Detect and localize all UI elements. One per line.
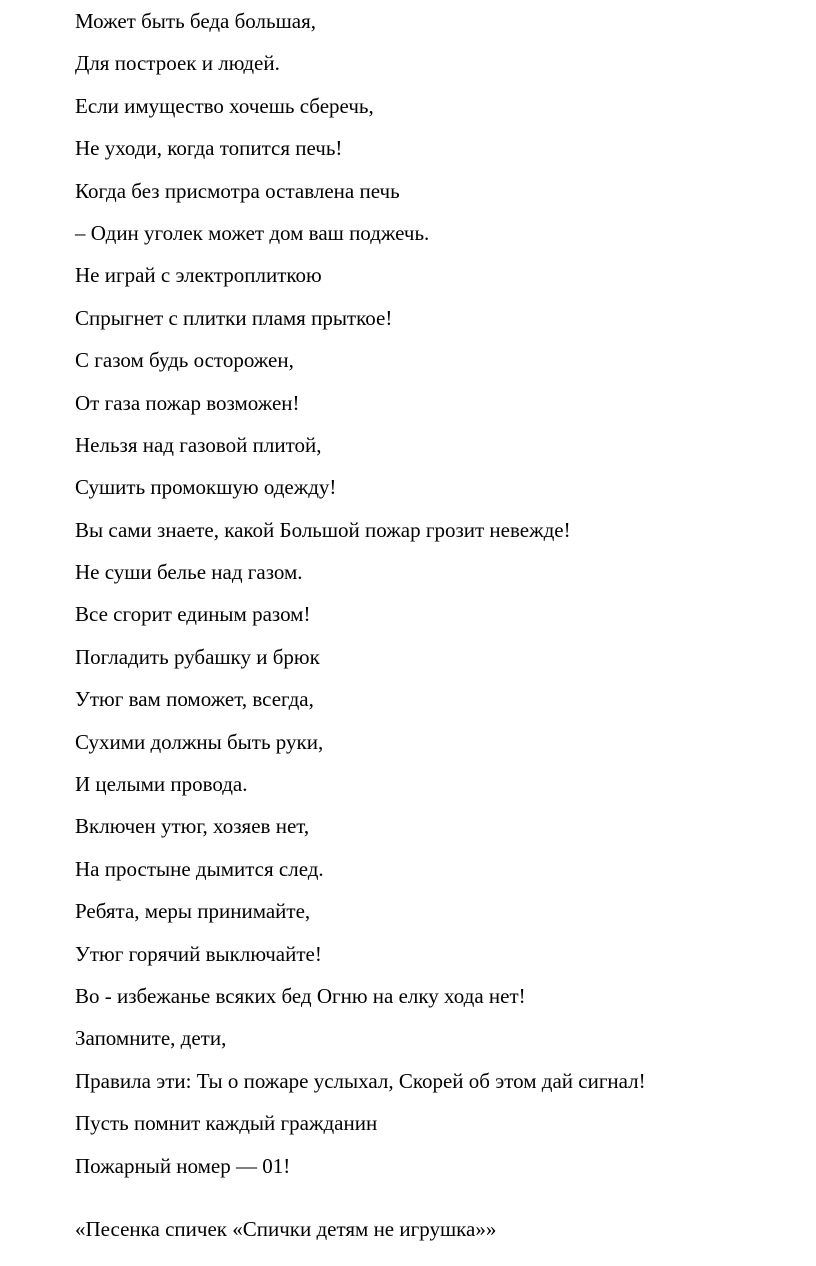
poem-line: Утюг вам поможет, всегда,: [75, 687, 314, 712]
poem-line: Все сгорит единым разом!: [75, 602, 311, 627]
poem-line: Для построек и людей.: [75, 51, 280, 76]
poem-line: Вы сами знаете, какой Большой пожар грозит невежде!: [75, 517, 571, 542]
poem-line: От газа пожар возможен!: [75, 390, 300, 415]
poem-line: Правила эти: Ты о пожаре услыхал, Скорей об этом дай сигнал!: [75, 1068, 646, 1093]
poem-line: – Один уголек может дом ваш поджечь.: [75, 220, 430, 245]
poem-line: С газом будь осторожен,: [75, 348, 294, 373]
poem-line: Спрыгнет с плитки пламя прыткое!: [75, 305, 393, 330]
poem-line: Когда без присмотра оставлена печь: [75, 178, 400, 203]
poem-line: Пусть помнит каждый гражданин: [75, 1111, 378, 1136]
poem-line: Сушить промокшую одежду!: [75, 475, 337, 500]
poem-line: Погладить рубашку и брюк: [75, 644, 320, 669]
poem-line: Не уходи, когда топится печь!: [75, 136, 343, 161]
poem-line: Сухими должны быть руки,: [75, 729, 324, 754]
poem-line: Включен утюг, хозяев нет,: [75, 814, 310, 839]
poem-line: Ребята, меры принимайте,: [75, 899, 311, 924]
poem-line: Нельзя над газовой плитой,: [75, 432, 322, 457]
poem-line: На простыне дымится след.: [75, 856, 324, 881]
song-title: «Песенка спичек «Спички детям не игрушка»»: [75, 1217, 497, 1241]
poem-line: Утюг горячий выключайте!: [75, 941, 322, 966]
poem-line: Не играй с электроплиткою: [75, 263, 322, 288]
poem-line: Запомните, дети,: [75, 1026, 227, 1051]
poem-line: Может быть беда большая,: [75, 9, 316, 33]
poem-line: Если имущество хочешь сберечь,: [75, 93, 374, 118]
poem-line: Пожарный номер — 01!: [75, 1153, 291, 1178]
poem-line: Во - избежанье всяких бед Огню на елку хода нет!: [75, 983, 526, 1008]
poem-text: [75, 0, 805, 1187]
poem-line: Не суши белье над газом.: [75, 560, 303, 585]
poem-line: И целыми провода.: [75, 772, 248, 797]
